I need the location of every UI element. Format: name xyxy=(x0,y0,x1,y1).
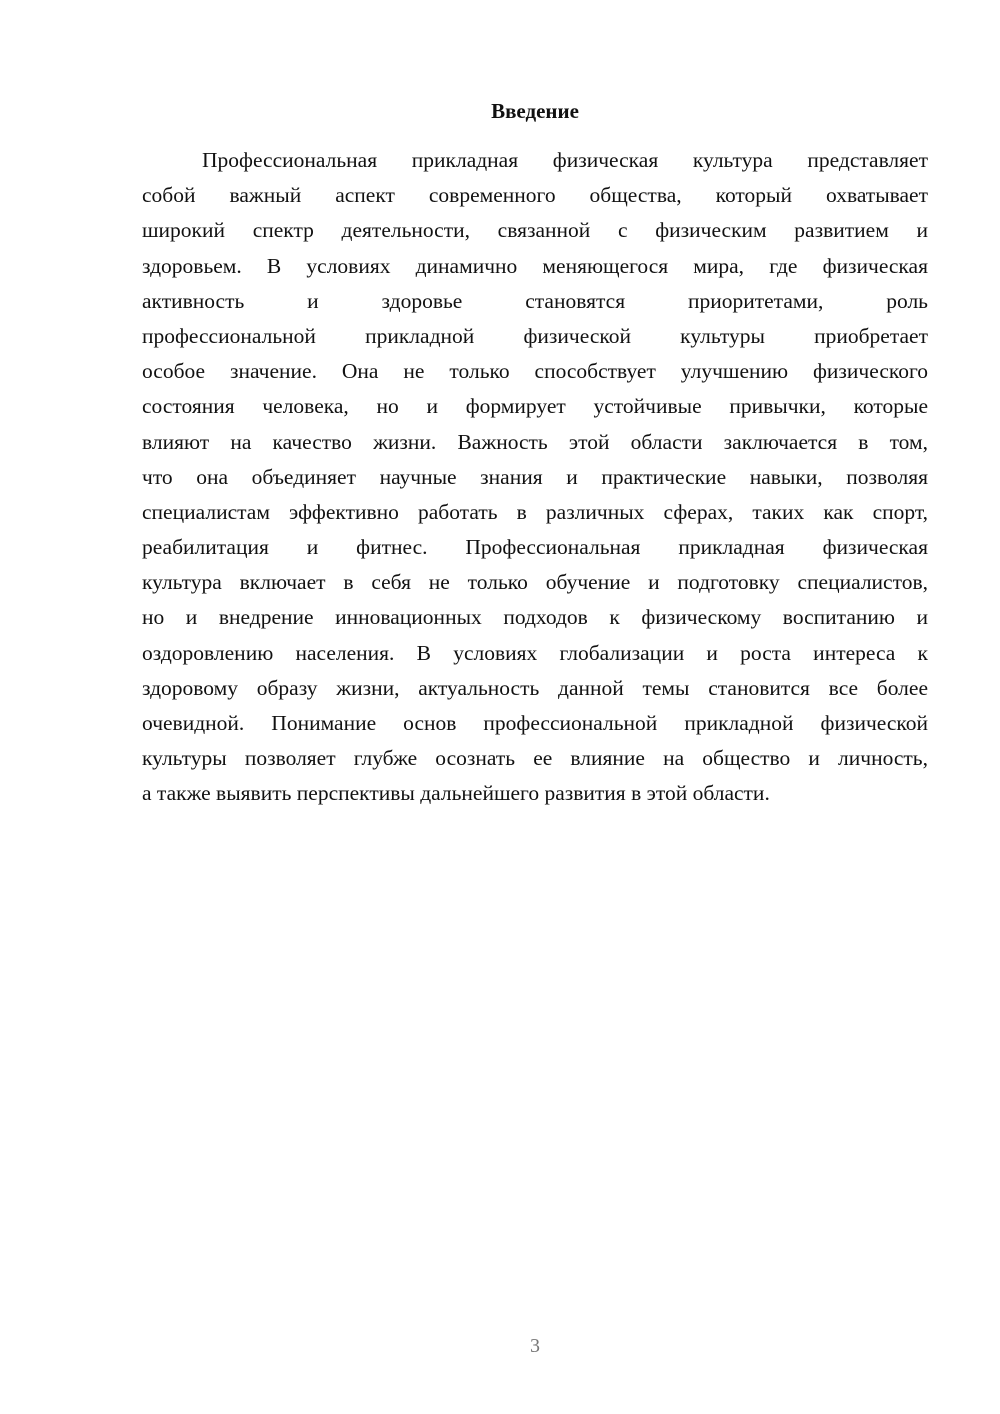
paragraph-line: специалистам эффективно работать в различных сферах, таких как спорт, xyxy=(142,499,928,524)
paragraph-line: здоровьем. В условиях динамично меняющегося мира, где физическая xyxy=(142,253,928,278)
paragraph-line: здоровому образу жизни, актуальность данной темы становится все более xyxy=(142,675,928,700)
paragraph-line: а также выявить перспективы дальнейшего развития в этой области. xyxy=(142,781,770,806)
paragraph-line: что она объединяет научные знания и практические навыки, позволяя xyxy=(142,464,928,489)
paragraph-line: очевидной. Понимание основ профессиональной прикладной физической xyxy=(142,711,928,735)
page-number: 3 xyxy=(530,1335,540,1357)
paragraph-line: но и внедрение инновационных подходов к физическому воспитанию и xyxy=(142,605,928,630)
paragraph-line: широкий спектр деятельности, связанной с физическим развитием и xyxy=(142,218,928,243)
paragraph-line: культуры позволяет глубже осознать ее влияние на общество и личность, xyxy=(142,746,928,771)
paragraph-line: особое значение. Она не только способствует улучшению физического xyxy=(142,359,928,384)
paragraph-line: собой важный аспект современного общества, который охватывает xyxy=(142,183,928,208)
introduction-paragraph xyxy=(142,143,928,812)
paragraph-line: реабилитация и фитнес. Профессиональная прикладная физическая xyxy=(142,535,928,560)
paragraph-line: оздоровлению населения. В условиях глобализации и роста интереса к xyxy=(142,640,928,665)
paragraph-line: влияют на качество жизни. Важность этой области заключается в том, xyxy=(142,429,928,454)
paragraph-line: профессиональной прикладной физической культуры приобретает xyxy=(142,323,928,348)
paragraph-line: активность и здоровье становятся приоритетами, роль xyxy=(142,288,928,313)
paragraph-line: Профессиональная прикладная физическая культура представляет xyxy=(202,148,928,172)
paragraph-line: состояния человека, но и формирует устойчивые привычки, которые xyxy=(142,394,928,419)
paragraph-line: культура включает в себя не только обучение и подготовку специалистов, xyxy=(142,570,928,595)
section-heading: Введение xyxy=(491,99,579,123)
